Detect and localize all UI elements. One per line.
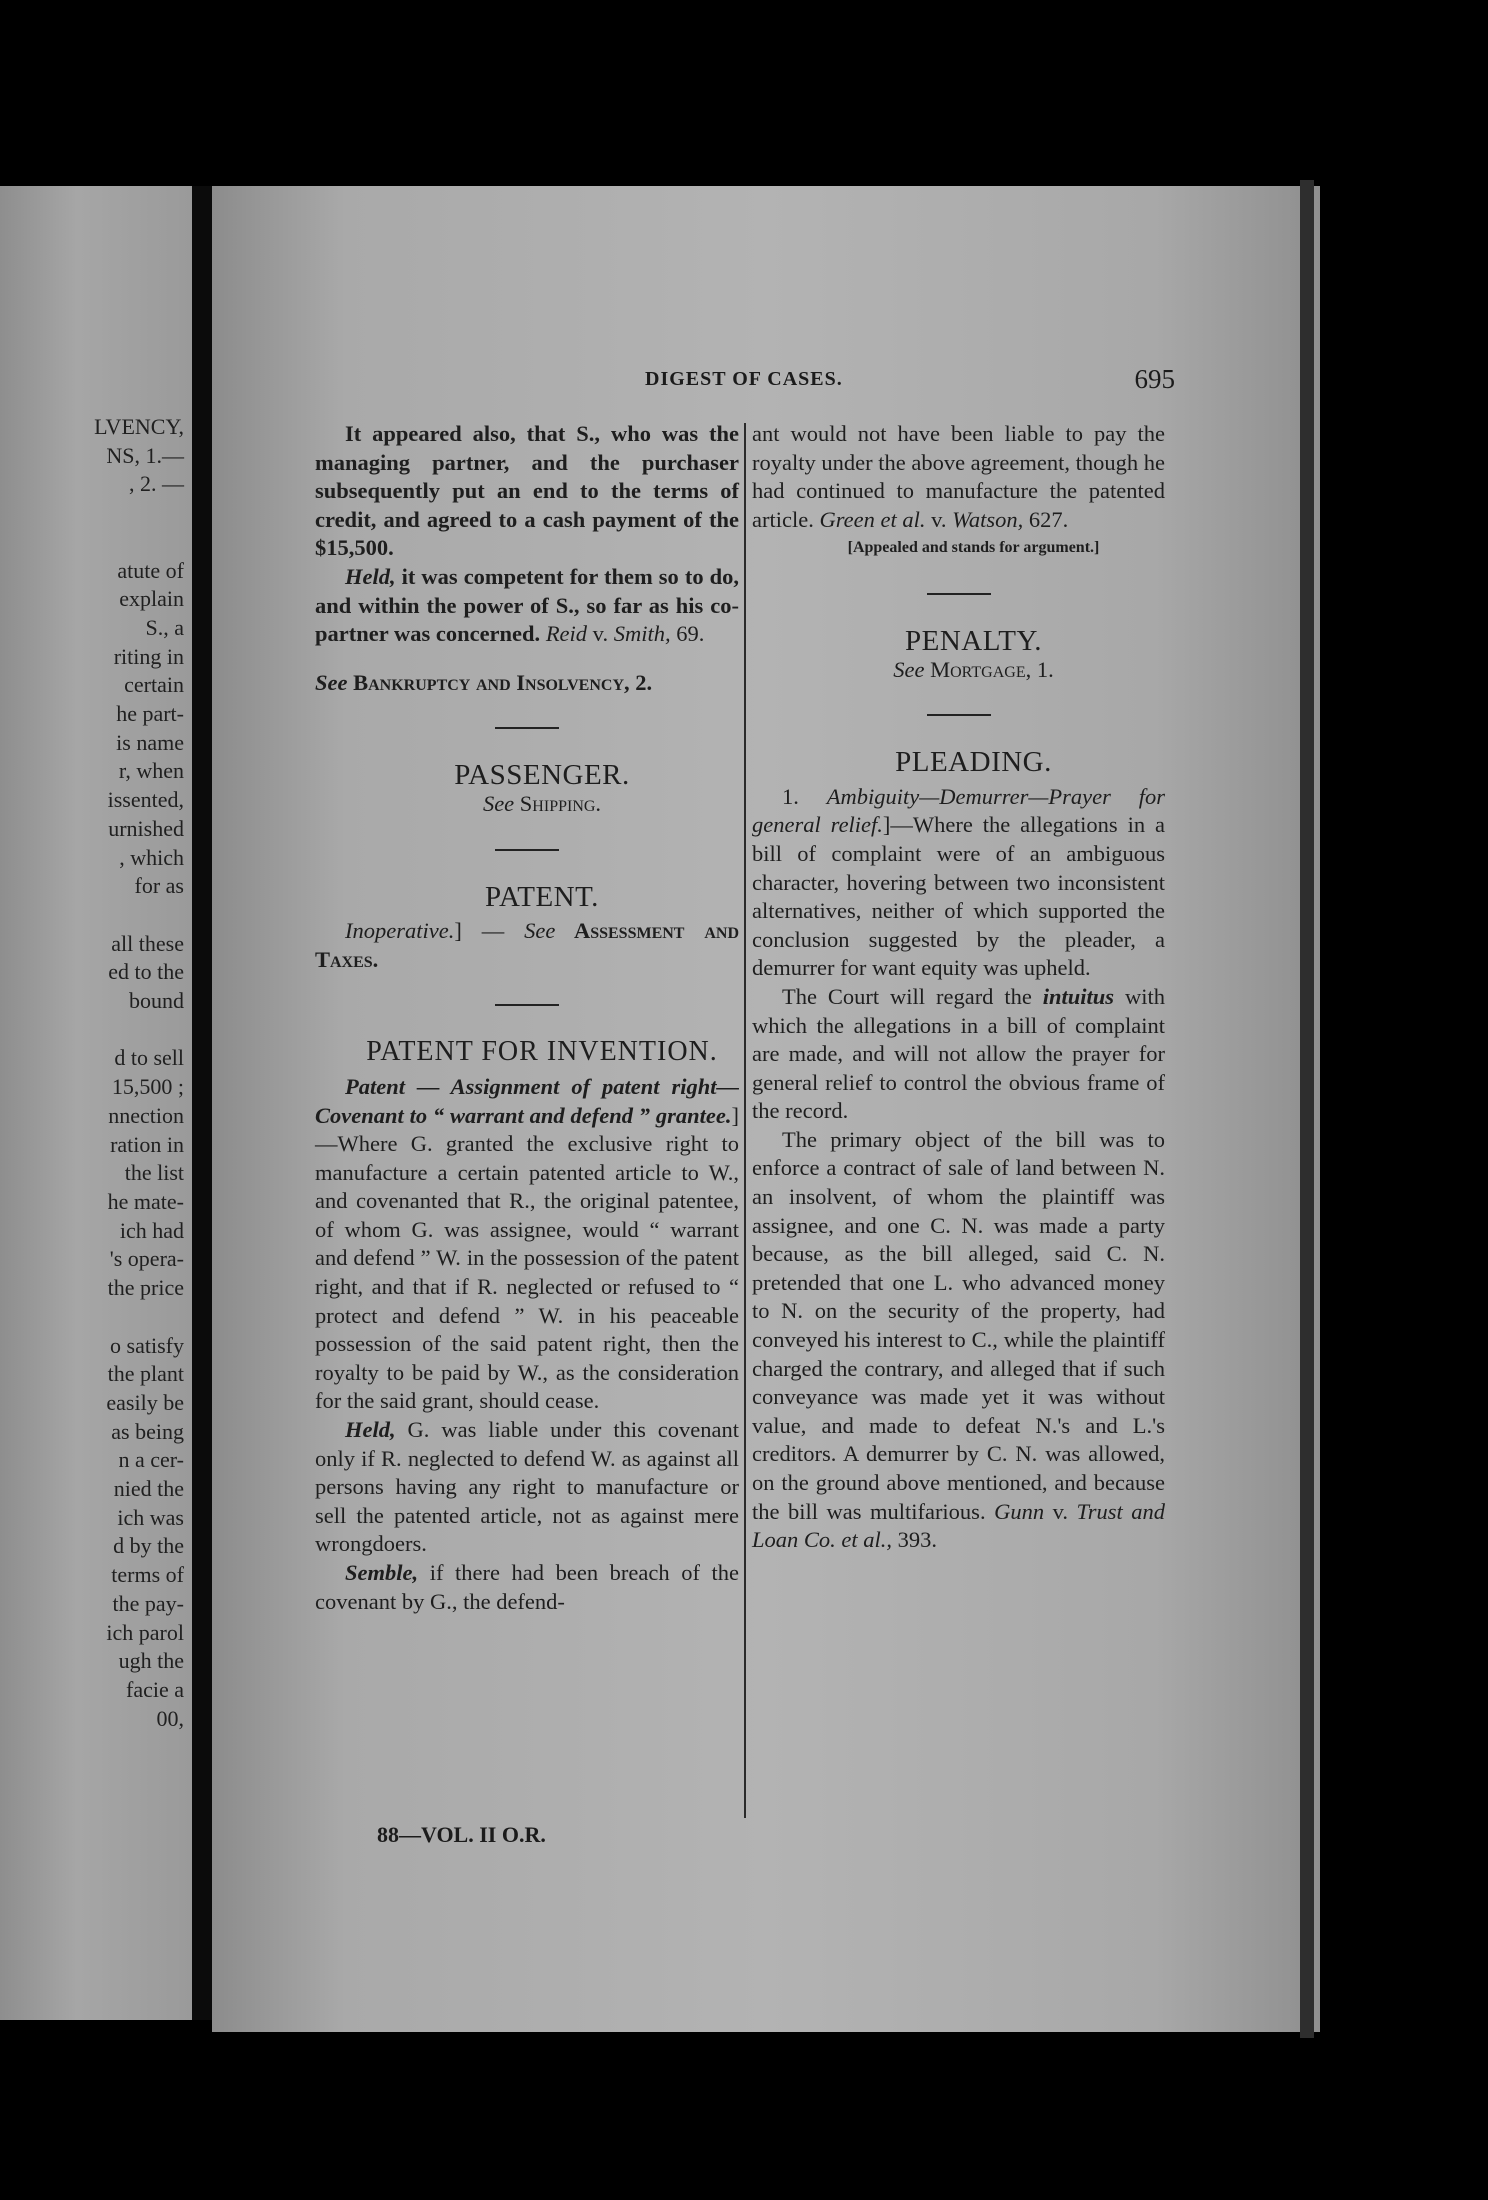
running-head: DIGEST OF CASES. — [645, 368, 843, 390]
section-heading-passenger: PASSENGER. — [454, 759, 630, 792]
section-rule — [495, 727, 559, 729]
section-heading-penalty: PENALTY. — [905, 624, 1042, 657]
paragraph: The Court will regard the intuitus with which the allegations in a bill of complaint are made, and will not allow the prayer for general relief to control the obvious frame of the record. — [752, 983, 1165, 1124]
facing-page-line: ich was — [117, 1504, 184, 1530]
facing-page-line: n a cer- — [118, 1447, 184, 1473]
section-rule — [495, 849, 559, 851]
cross-reference: See Mortgage, 1. — [893, 656, 1054, 682]
facing-page-line — [94, 1303, 184, 1332]
facing-page — [0, 186, 192, 2020]
appeal-note: [Appealed and stands for argument.] — [847, 539, 1100, 557]
facing-page-line: nnection — [108, 1102, 184, 1128]
paragraph: Patent — Assignment of patent right—Covenant to “ warrant and defend ” grantee.]—Where G. granted the exclusive right to manufacture a certain patented article to W., and covenanted that R., the original patentee, of whom G. was assignee, would “ warrant and defend ” W. in the possession of the patent right, and that if R. neglected or refused to “ protect and defend ” W. in his peaceable possession of the said patent right, then the royalty to be paid by W., as the consideration for the said grant, should cease. — [315, 1073, 739, 1414]
facing-page-line: bound — [129, 988, 184, 1014]
facing-page-line: facie a — [126, 1676, 184, 1702]
facing-page-line: all these — [111, 930, 184, 956]
facing-page-line: he mate- — [107, 1188, 184, 1214]
cross-reference: Inoperative.] — See Assessment and Taxes. — [315, 918, 740, 972]
signature-mark: 88—VOL. II O.R. — [377, 1822, 546, 1847]
cross-reference: See Bankruptcy and Insolvency, 2. — [315, 669, 653, 695]
facing-page-line: d to sell — [114, 1045, 184, 1071]
page-header — [645, 366, 1175, 396]
facing-page-line: issented, — [107, 787, 184, 813]
paragraph: Held, it was competent for them so to do, and within the power of S., so far as his co-partner was concerned. Reid v. Smith, 69. — [315, 563, 739, 647]
section-heading-patent-for-invention: PATENT FOR INVENTION. — [366, 1036, 718, 1068]
facing-page-line — [94, 528, 184, 557]
cross-reference: See Shipping. — [482, 790, 602, 816]
facing-page-line: riting in — [113, 643, 184, 669]
facing-page-line: the list — [124, 1160, 184, 1186]
section-heading-patent: PATENT. — [485, 880, 599, 913]
book-gutter — [192, 186, 212, 2020]
paragraph: Held, G. was liable under this covenant only if R. neglected to defend W. as against all persons having any right to manufacture or sell the patented article, not as against mere wrongdoers. — [315, 1417, 739, 1557]
facing-page-line: the pay- — [112, 1590, 184, 1616]
facing-page-line: , 2. — — [129, 471, 184, 497]
facing-page-line: ed to the — [108, 959, 184, 985]
facing-page-line: ich parol — [106, 1619, 184, 1645]
facing-page-line: NS, 1.— — [106, 442, 184, 468]
facing-page-line: ich had — [119, 1217, 184, 1243]
facing-page-line: r, when — [118, 758, 184, 784]
facing-page-line: as being — [111, 1418, 184, 1444]
facing-page-line: LVENCY, — [94, 414, 184, 439]
facing-page-line: explain — [119, 586, 184, 612]
facing-page-line — [94, 901, 184, 930]
facing-page-line: terms of — [111, 1562, 184, 1588]
section-rule — [927, 714, 991, 716]
facing-page-line: , which — [119, 844, 184, 870]
facing-page-line: 's opera- — [109, 1246, 184, 1272]
column-divider — [744, 423, 746, 1818]
facing-page-line — [94, 499, 184, 528]
facing-page-line: 15,500 ; — [111, 1074, 184, 1100]
paragraph: 1. Ambiguity—Demurrer—Prayer for general relief.]—Where the allegations in a bill of complaint were of an ambiguous character, hovering between two inconsistent alternatives, neither of which supported the conclusion suggested by the pleader, a demurrer for want equity was upheld. — [752, 783, 1166, 981]
facing-page-line: urnished — [108, 815, 184, 841]
facing-page-line: S., a — [145, 614, 184, 640]
section-rule — [495, 1004, 559, 1006]
page-edge — [1300, 180, 1314, 2038]
facing-page-line: nied the — [113, 1476, 184, 1502]
facing-page-line: ugh the — [118, 1648, 184, 1674]
paragraph: It appeared also, that S., who was the managing partner, and the purchaser subsequently put an end to the terms of credit, and agreed to a cash payment of the $15,500. — [315, 421, 739, 561]
facing-page-line: the price — [107, 1275, 184, 1301]
facing-page-line: ration in — [110, 1131, 184, 1157]
facing-page-line: for as — [134, 873, 184, 899]
facing-page-line: 00, — [156, 1705, 184, 1731]
paragraph: ant would not have been liable to pay the royalty under the above agreement, though he had continued to manufacture the patented article. Green et al. v. Watson, 627. — [752, 421, 1165, 532]
left-column — [315, 420, 739, 1616]
facing-page-line: easily be — [106, 1389, 184, 1415]
facing-page-text — [94, 413, 184, 1733]
facing-page-line: o satisfy — [110, 1332, 184, 1358]
section-rule — [927, 593, 991, 595]
page-number: 695 — [1134, 364, 1175, 394]
facing-page-line: certain — [124, 672, 184, 698]
facing-page-line — [94, 1016, 184, 1045]
facing-page-line: the plant — [107, 1361, 184, 1387]
right-column — [752, 420, 1165, 1555]
facing-page-line: d by the — [113, 1533, 184, 1559]
facing-page-line: he part- — [116, 701, 184, 727]
section-heading-pleading: PLEADING. — [895, 746, 1052, 779]
paragraph: Semble, if there had been breach of the covenant by G., the defend- — [315, 1560, 739, 1614]
facing-page-line: atute of — [117, 557, 184, 583]
facing-page-line: is name — [116, 729, 184, 755]
paragraph: The primary object of the bill was to enforce a contract of sale of land between N. an insolvent, of whom the plaintiff was assignee, and one C. N. was made a party because, as the bill alleged, said C. N. pretended that one L. who advanced money to N. on the security of the property, had conveyed his interest to C., while the plaintiff charged the contrary, and alleged that if such conveyance was made yet it was without value, and made to defeat N.'s and L.'s creditors. A demurrer by C. N. was allowed, on the ground above mentioned, and because the bill was multifarious. Gunn v. Trust and Loan Co. et al., 393. — [752, 1126, 1166, 1553]
